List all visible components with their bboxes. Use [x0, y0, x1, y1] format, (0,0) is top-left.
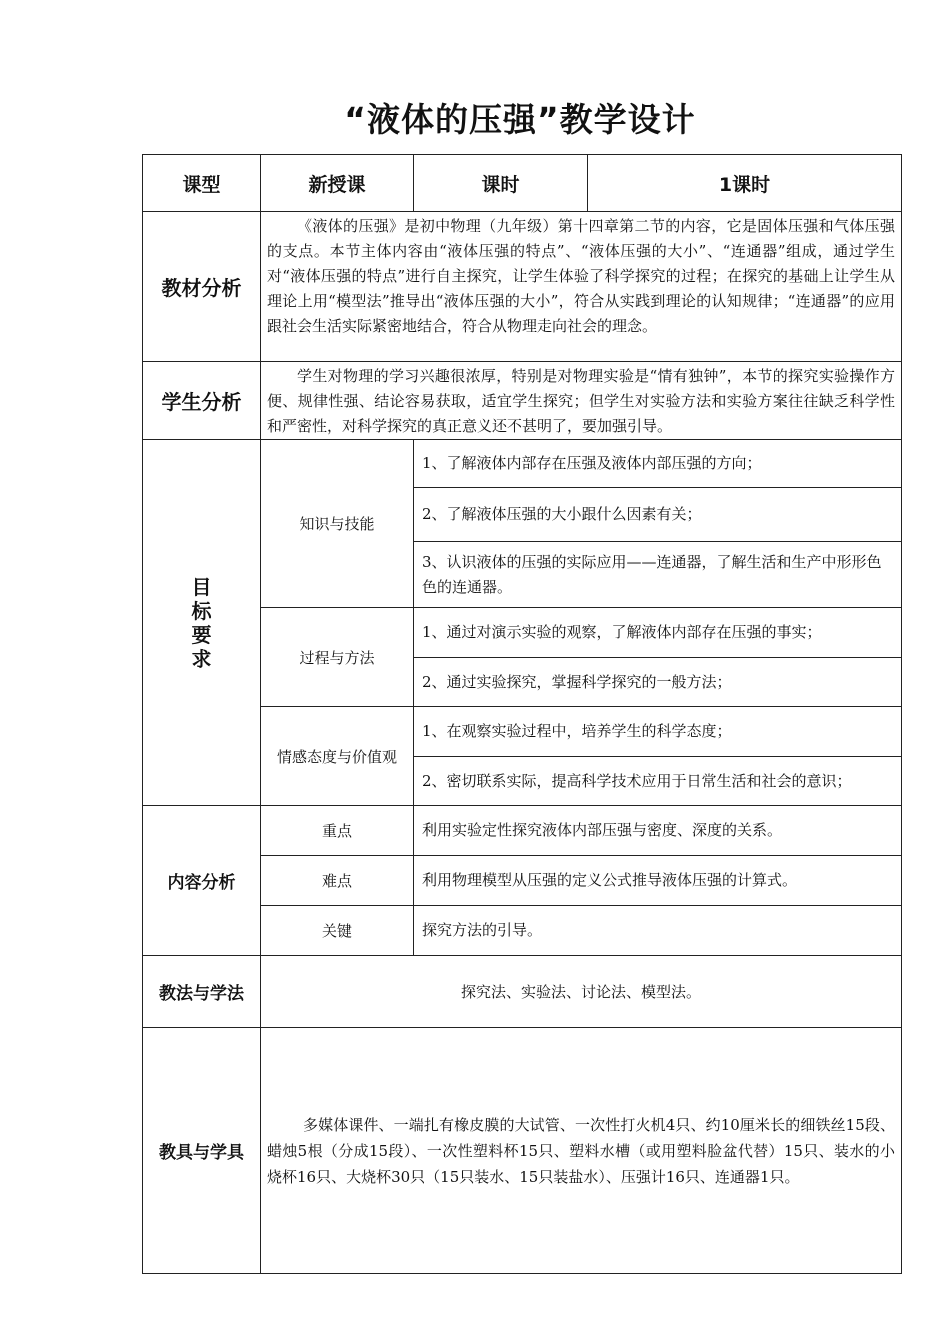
content-key-point-label: 重点: [261, 806, 414, 856]
objectives-label-char: 求: [191, 646, 212, 671]
content-key-point-text: 利用实验定性探究液体内部压强与密度、深度的关系。: [414, 806, 902, 856]
content-crux-text: 探究方法的引导。: [414, 906, 902, 956]
content-analysis-label: 内容分析: [143, 806, 261, 956]
methods-row: [143, 956, 902, 1028]
objectives-label-char: 标: [191, 598, 212, 623]
objective-group-knowledge: 知识与技能: [261, 440, 414, 608]
lesson-type-value: 新授课: [261, 155, 414, 212]
objective-item: 1、了解液体内部存在压强及液体内部压强的方向；: [414, 440, 902, 488]
objective-item: 3、认识液体的压强的实际应用——连通器，了解生活和生产中形形色色的连通器。: [414, 542, 902, 608]
class-hours-value: 1课时: [588, 155, 902, 212]
material-analysis-text: 《液体的压强》是初中物理（九年级）第十四章第二节的内容，它是固体压强和气体压强的支点。本节主体内容由“液体压强的特点”、“液体压强的大小”、“连通器”组成，通过学生对“液体压强的特点”进行自主探究，让学生体验了科学探究的过程；在探究的基础上让学生从理论上用“模型法”推导出“液体压强的大小”，符合从实践到理论的认知规律；“连通器”的应用跟社会生活实际紧密地结合，符合从物理走向社会的理念。: [261, 212, 902, 362]
lesson-type-label: 课型: [143, 155, 261, 212]
content-analysis-row: [143, 806, 902, 856]
student-analysis-text: 学生对物理的学习兴趣很浓厚，特别是对物理实验是“情有独钟”，本节的探究实验操作方便、规律性强、结论容易获取，适宜学生探究；但学生对实验方法和实验方案往往缺乏科学性和严密性，对科学探究的真正意义还不甚明了，要加强引导。: [261, 362, 902, 440]
objective-item: 1、通过对演示实验的观察，了解液体内部存在压强的事实；: [414, 608, 902, 658]
lesson-plan-table: [142, 154, 902, 1274]
objectives-label: [143, 440, 261, 806]
objective-item: 2、了解液体压强的大小跟什么因素有关；: [414, 488, 902, 542]
material-analysis-label: 教材分析: [143, 212, 261, 362]
objective-group-attitude: 情感态度与价值观: [261, 707, 414, 806]
content-crux-label: 关键: [261, 906, 414, 956]
objective-item: 2、通过实验探究，掌握科学探究的一般方法；: [414, 658, 902, 707]
student-analysis-row: [143, 362, 902, 440]
objective-item: 2、密切联系实际，提高科学技术应用于日常生活和社会的意识；: [414, 757, 902, 806]
objective-group-process: 过程与方法: [261, 608, 414, 707]
student-analysis-label: 学生分析: [143, 362, 261, 440]
methods-text: 探究法、实验法、讨论法、模型法。: [261, 956, 902, 1028]
tools-row: [143, 1028, 902, 1274]
material-analysis-row: [143, 212, 902, 362]
content-difficulty-text: 利用物理模型从压强的定义公式推导液体压强的计算式。: [414, 856, 902, 906]
objective-item: 1、在观察实验过程中，培养学生的科学态度；: [414, 707, 902, 757]
header-row: [143, 155, 902, 212]
tools-text: 多媒体课件、一端扎有橡皮膜的大试管、一次性打火机4只、约10厘米长的细铁丝15段、蜡烛5根（分成15段）、一次性塑料杯15只、塑料水槽（或用塑料脸盆代替）15只、装水的小烧杯16只、大烧杯30只（15只装水、15只装盐水）、压强计16只、连通器1只。: [261, 1028, 902, 1274]
tools-label: 教具与学具: [143, 1028, 261, 1274]
objectives-label-char: 目: [191, 574, 212, 599]
objectives-label-char: 要: [191, 622, 212, 647]
objective-row: [143, 440, 902, 488]
methods-label: 教法与学法: [143, 956, 261, 1028]
content-difficulty-label: 难点: [261, 856, 414, 906]
page-title: “液体的压强”教学设计: [344, 100, 696, 139]
class-hours-label: 课时: [414, 155, 588, 212]
